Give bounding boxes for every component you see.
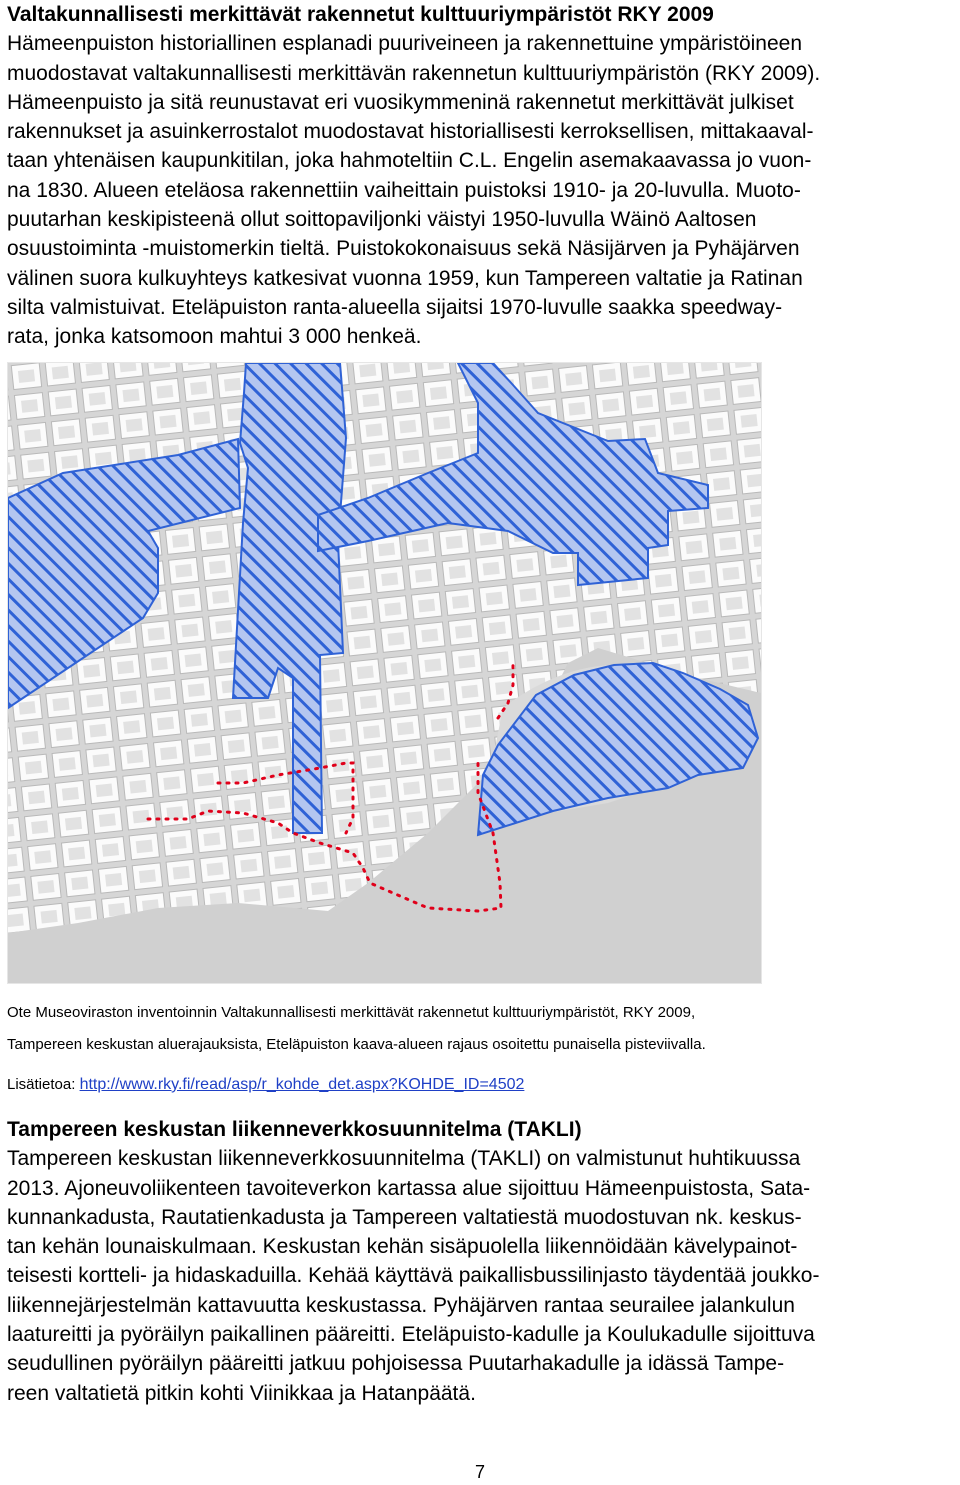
rky-text-line: Hämeenpuisto ja sitä reunustavat eri vuosikymmeninä rakennetut merkittävät julkiset (7, 90, 794, 114)
takli-text-line: Tampereen keskustan liikenneverkkosuunnitelma (TAKLI) on valmistunut huhtikuussa (7, 1147, 801, 1171)
map-caption-line: Ote Museoviraston inventoinnin Valtakunnallisesti merkittävät rakennetut kulttuuriympäristöt, RKY 2009, (7, 1004, 696, 1021)
takli-text-line: 2013. Ajoneuvoliikenteen tavoiteverkon kartassa alue sijoittuu Hämeenpuistosta, Sata- (7, 1176, 811, 1200)
rky-text-line: rata, jonka katsomoon mahtui 3 000 henkeä. (7, 325, 422, 349)
rky-text-line: taan yhtenäisen kaupunkitilan, joka hahmoteltiin C.L. Engelin asemakaavassa jo vuon- (7, 149, 812, 173)
takli-text-line: seudullinen pyöräilyn pääreitti jatkuu pohjoisessa Puutarhakadulle ja idässä Tampe- (7, 1352, 785, 1376)
rky-text-line: na 1830. Alueen eteläosa rakennettiin vaiheittain puistoksi 1910- ja 20-luvulla. Muoto- (7, 178, 801, 202)
rky-text-line: muodostavat valtakunnallisesti merkittävän rakennetun kulttuuriympäristön (RKY 2009). (7, 61, 821, 85)
takli-text-line: liikennejärjestelmän kattavuutta keskustassa. Pyhäjärven rantaa seurailee jalankulun (7, 1293, 795, 1317)
rky-text-line: osuustoiminta -muistomerkin tieltä. Puistokokonaisuus sekä Näsijärven ja Pyhäjärven (7, 237, 800, 261)
takli-text-line: teisesti kortteli- ja hidaskaduilla. Kehää käyttävä paikallisbussilinjasto täydentää joukko- (7, 1264, 820, 1288)
map-graphic (8, 363, 761, 983)
more-info-label: Lisätietoa: (7, 1076, 76, 1093)
rky-text-line: välinen suora kulkuyhteys katkesivat vuonna 1959, kun Tampereen valtatie ja Ratinan (7, 266, 803, 290)
takli-text-line: tan kehän lounaiskulmaan. Keskustan kehän sisäpuolella liikennöidään kävelypainot- (7, 1235, 798, 1259)
rky-text-line: Hämeenpuiston historiallinen esplanadi puuriveineen ja rakennettuine ympäristöineen (7, 32, 803, 56)
more-info (7, 1075, 955, 1095)
rky-text-line: puutarhan keskipisteenä ollut soittopaviljonki väistyi 1950-luvulla Wäinö Aaltosen (7, 208, 757, 232)
takli-section (7, 1115, 953, 1408)
rky-heading: Valtakunnallisesti merkittävät rakennetut kulttuuriympäristöt RKY 2009 (7, 3, 714, 26)
map-caption-line: Tampereen keskustan aluerajauksista, Eteläpuiston kaava-alueen rajaus osoitettu punaisella pisteviivalla. (7, 1036, 706, 1053)
rky-text-line: rakennukset ja asuinkerrostalot muodostavat historiallisesti kerroksellisen, mittakaaval- (7, 120, 814, 144)
rky-text-line: silta valmistuivat. Eteläpuiston ranta-alueella sijaitsi 1970-luvulle saakka speedway- (7, 295, 783, 319)
rky-link[interactable]: http://www.rky.fi/read/asp/r_kohde_det.aspx?KOHDE_ID=4502 (79, 1076, 525, 1093)
page-number: 7 (474, 1462, 485, 1482)
takli-text-line: kunnankadusta, Rautatienkadusta ja Tampereen valtatiestä muodostuvan nk. keskus- (7, 1205, 802, 1229)
rky-section (7, 0, 953, 352)
rky-area-map (7, 362, 762, 984)
takli-text-line: reen valtatietä pitkin kohti Viinikkaa ja Hatanpäätä. (7, 1381, 476, 1405)
takli-text-line: laatureitti ja pyöräilyn paikallinen pääreitti. Eteläpuisto-kadulle ja Koulukadulle sijoittuva (7, 1323, 815, 1347)
takli-heading: Tampereen keskustan liikenneverkkosuunnitelma (TAKLI) (7, 1118, 582, 1141)
